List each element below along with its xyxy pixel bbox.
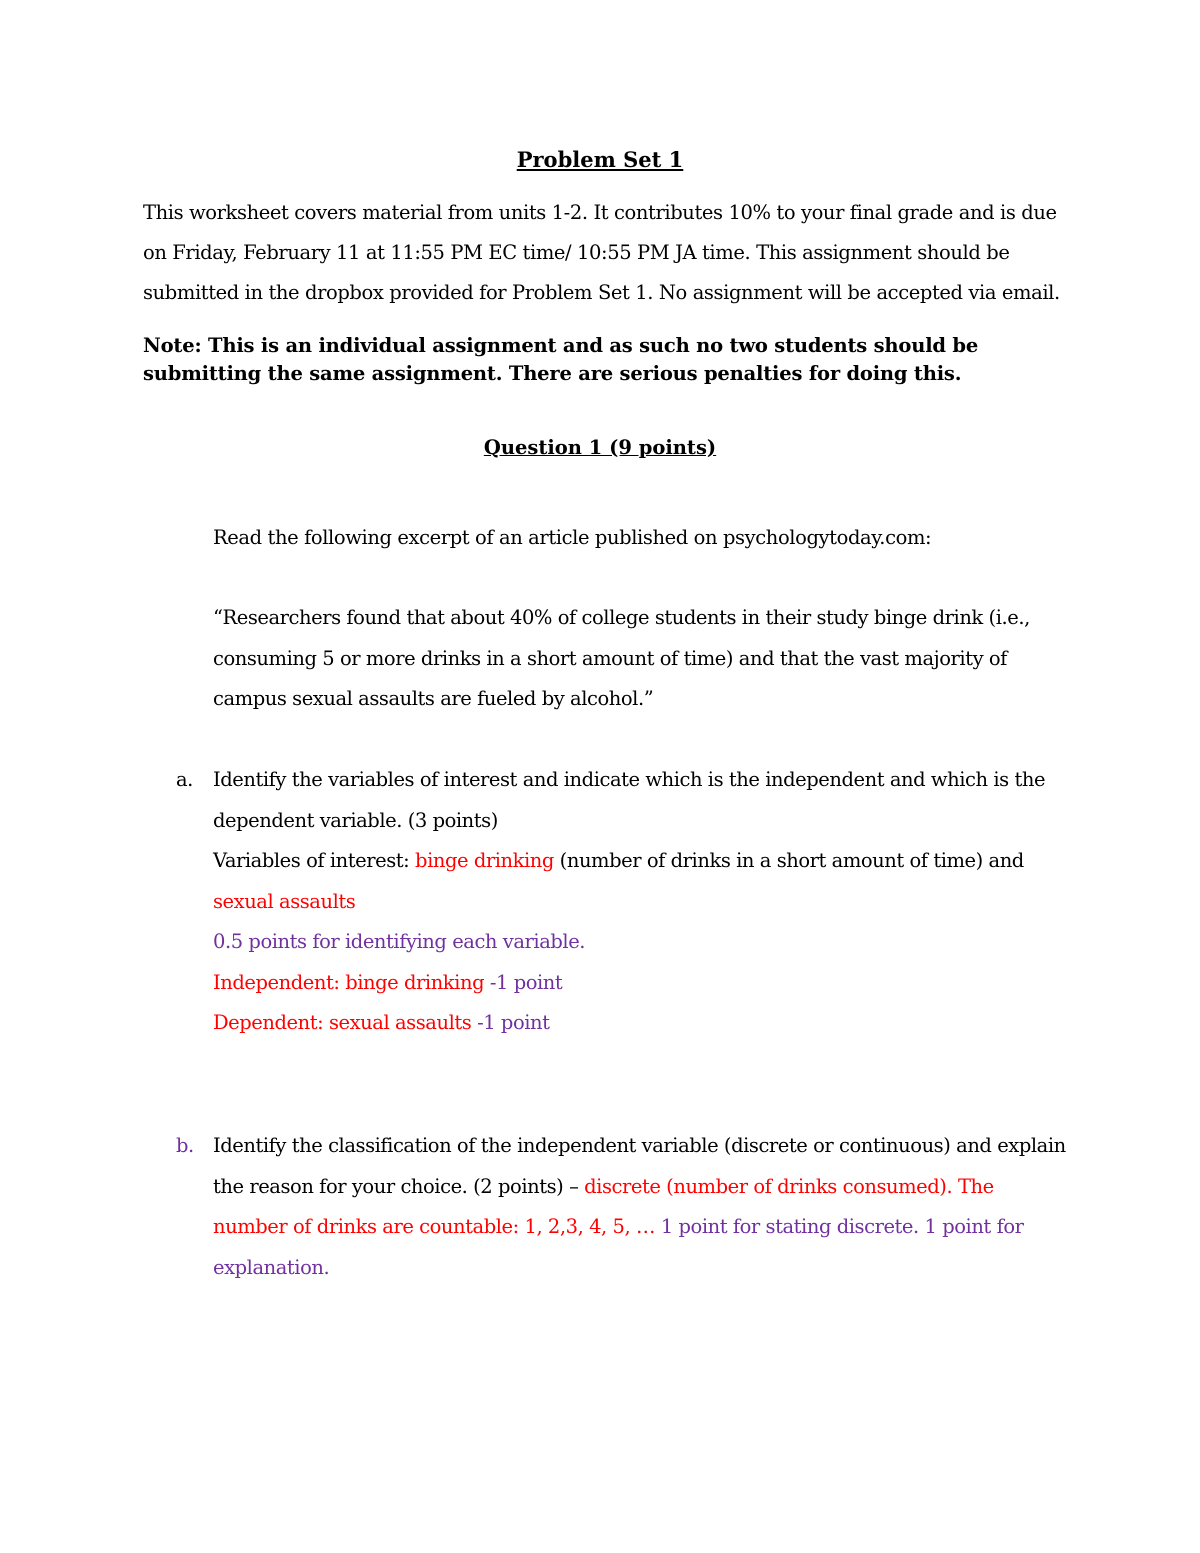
article-excerpt: “Researchers found that about 40% of college students in their study binge drink (i.e., consuming 5 or more drinks in a short amount of time) and that the vast majority of campus sexual assaults are fueled by alcohol.” (213, 606, 1030, 710)
read-instruction: Read the following excerpt of an article published on psychologytoday.com: (213, 526, 932, 549)
part-a-independent (213, 963, 1066, 1004)
intro-paragraph: This worksheet covers material from units 1-2. It contributes 10% to your final grade and is due on Friday, February 11 at 11:55 PM EC time/ 10:55 PM JA time. This assignment should be submitted in the dropbox provided for Problem Set 1. No assignment will be accepted via email. (143, 201, 1060, 304)
part-a-question: Identify the variables of interest and indicate which is the independent and which is the dependent variable. (3 points) (213, 768, 1046, 832)
variable-sexual-assaults: sexual assaults (213, 889, 356, 913)
part-a-body (213, 760, 1066, 1044)
independent-text: Independent: binge drinking (213, 970, 490, 994)
part-a-variables (213, 841, 1066, 922)
part-b-question: Identify the classification of the independent variable (discrete or continuous) and explain the reason for your choice. (2 points) – (213, 1134, 1066, 1198)
variables-middle: (number of drinks in a short amount of time) and (553, 849, 1024, 872)
question-1-heading: Question 1 (9 points) (483, 436, 717, 459)
note-paragraph: Note: This is an individual assignment and as such no two students should be submitting the same assignment. There are serious penalties for doing this. (143, 334, 979, 385)
variables-prefix: Variables of interest: (213, 849, 416, 872)
part-b-points-note: 1 point for stating discrete. 1 point for explanation. (213, 1215, 1024, 1279)
part-b (176, 1126, 1066, 1288)
part-a (176, 760, 1066, 1044)
variable-binge-drinking: binge drinking (415, 849, 554, 872)
independent-points: -1 point (489, 970, 563, 994)
dependent-text: Dependent: sexual assaults (213, 1011, 478, 1034)
part-b-marker: b. (176, 1134, 194, 1157)
part-a-dependent (213, 1003, 1066, 1044)
page-title: Problem Set 1 (516, 147, 684, 172)
part-b-answer: discrete (number of drinks consumed). The number of drinks are countable: 1, 2,3, 4, 5, … (213, 1174, 994, 1238)
part-a-points-note: 0.5 points for identifying each variable. (213, 930, 586, 953)
part-a-marker: a. (176, 768, 193, 791)
dependent-points: -1 point (477, 1011, 550, 1034)
part-b-body (213, 1126, 1066, 1288)
